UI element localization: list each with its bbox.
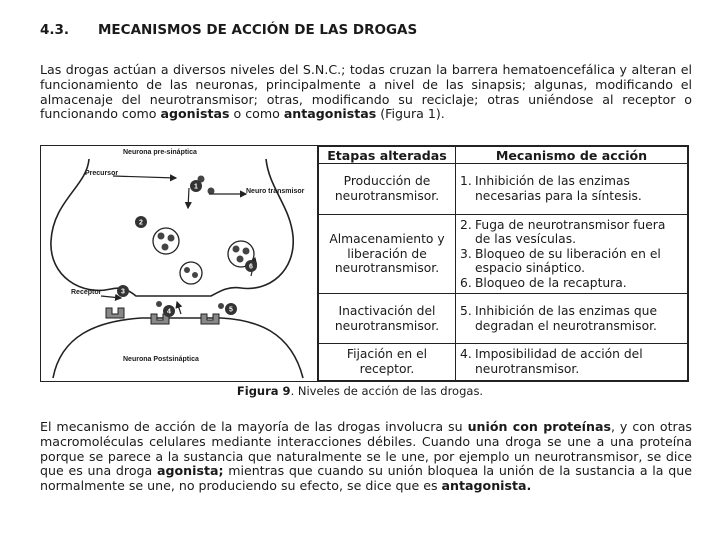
marker-1: 1 — [194, 183, 198, 191]
mechanism-text: Bloqueo de la recaptura. — [475, 275, 627, 290]
header-mechanism: Mecanismo de acción — [456, 147, 688, 164]
caption-label: Figura 9 — [236, 384, 291, 398]
term-antagonistas: antagonistas — [283, 106, 377, 122]
marker-2: 2 — [139, 219, 143, 227]
stage-cell: Inactivación del neurotransmisor. — [319, 294, 456, 344]
intro-text: o como — [229, 106, 284, 122]
term-agonista: agonista; — [157, 463, 224, 479]
mechanism-item — [460, 174, 683, 203]
section-heading — [40, 22, 417, 38]
mechanism-item — [460, 304, 683, 333]
mechanism-item — [460, 247, 683, 276]
synapse-drawing — [41, 146, 318, 381]
receptor — [106, 308, 219, 324]
stage-cell: Fijación en el receptor. — [319, 344, 456, 381]
mechanism-item — [460, 347, 683, 376]
precursor-label: Precursor — [85, 170, 119, 177]
mechanism-text: Inhibición de las enzimas que degradan el neurotransmisor. — [475, 303, 658, 333]
mechanism-number: 4. — [460, 347, 472, 362]
mechanism-item — [460, 218, 683, 247]
mechanism-number: 5. — [460, 303, 472, 318]
mechanism-text: Bloqueo de su liberación en el espacio sináptico. — [475, 246, 661, 276]
table-row — [319, 294, 688, 344]
closing-paragraph — [40, 420, 692, 494]
receptor-label: Receptor — [71, 289, 102, 296]
table-row — [319, 215, 688, 294]
marker-3: 3 — [121, 288, 125, 296]
stage-cell: Almacenamiento y liberación de neurotransmisor. — [319, 215, 456, 294]
stages-table — [318, 146, 688, 381]
mechanism-item — [460, 276, 683, 291]
marker-4: 4 — [167, 308, 171, 316]
mechanism-number: 2. — [460, 217, 472, 232]
marker-6: 6 — [249, 263, 253, 271]
section-number: 4.3. — [40, 22, 70, 38]
table-row — [319, 164, 688, 215]
term-union-proteinas: unión con proteínas — [467, 419, 611, 434]
section-title: MECANISMOS DE ACCIÓN DE LAS DROGAS — [98, 22, 418, 38]
neurotransmitter-label: Neuro transmisor — [246, 188, 305, 195]
mechanism-cell — [456, 294, 688, 344]
caption-text: . Niveles de acción de las drogas. — [290, 384, 484, 398]
mechanism-text: Fuga de neurotransmisor fuera de las vesículas. — [475, 217, 666, 247]
presynaptic-label: Neurona pre-sináptica — [123, 149, 197, 156]
closing-text: , y con otras macromoléculas celulares mediante interacciones débiles. Cuando una droga se une a una proteína porque se parece a la sustancia que naturalmente se le une, por ejemplo un neurotransmisor, se dice que es una droga — [40, 419, 692, 479]
term-agonistas: agonistas — [160, 106, 230, 122]
mechanism-cell — [456, 344, 688, 381]
intro-text: (Figura 1). — [376, 106, 445, 122]
closing-text: El mecanismo de acción de la mayoría de las drogas involucra su — [40, 419, 468, 434]
mechanism-text: Inhibición de las enzimas necesarias para la síntesis. — [475, 174, 642, 203]
postsynaptic-label: Neurona Postsináptica — [123, 356, 199, 363]
mechanism-cell — [456, 164, 688, 215]
figure-caption — [0, 384, 720, 398]
term-antagonista: antagonista. — [441, 478, 532, 494]
stage-cell: Producción de neurotransmisor. — [319, 164, 456, 215]
marker-5: 5 — [229, 306, 233, 314]
intro-paragraph — [40, 63, 692, 122]
intro-text: Las drogas actúan a diversos niveles del S.N.C.; todas cruzan la barrera hematoencefálica y alteran el funcionamiento de las neuronas, principalmente a nivel de las sinapsis; algunas, modificando el almacenaje del neurotransmisor; otras, modificando su reciclaje; otras uniéndose al receptor o funcionando como — [40, 62, 692, 122]
figure-9 — [40, 145, 689, 382]
mechanism-text: Imposibilidad de acción del neurotransmisor. — [475, 347, 643, 376]
mechanism-number: 1. — [460, 174, 472, 189]
mechanism-number: 3. — [460, 246, 472, 261]
postsynaptic-membrane — [53, 318, 303, 378]
table-row — [319, 344, 688, 381]
mechanism-cell — [456, 215, 688, 294]
header-stage: Etapas alteradas — [319, 147, 456, 164]
mechanism-number: 6. — [460, 275, 472, 290]
synapse-diagram — [41, 146, 318, 381]
table-header-row — [319, 147, 688, 164]
closing-text: mientras que cuando su unión bloquea la unión de la sustancia a la que normalmente se une, no produciendo su efecto, se dice que es — [40, 463, 692, 494]
presynaptic-membrane — [51, 159, 293, 296]
